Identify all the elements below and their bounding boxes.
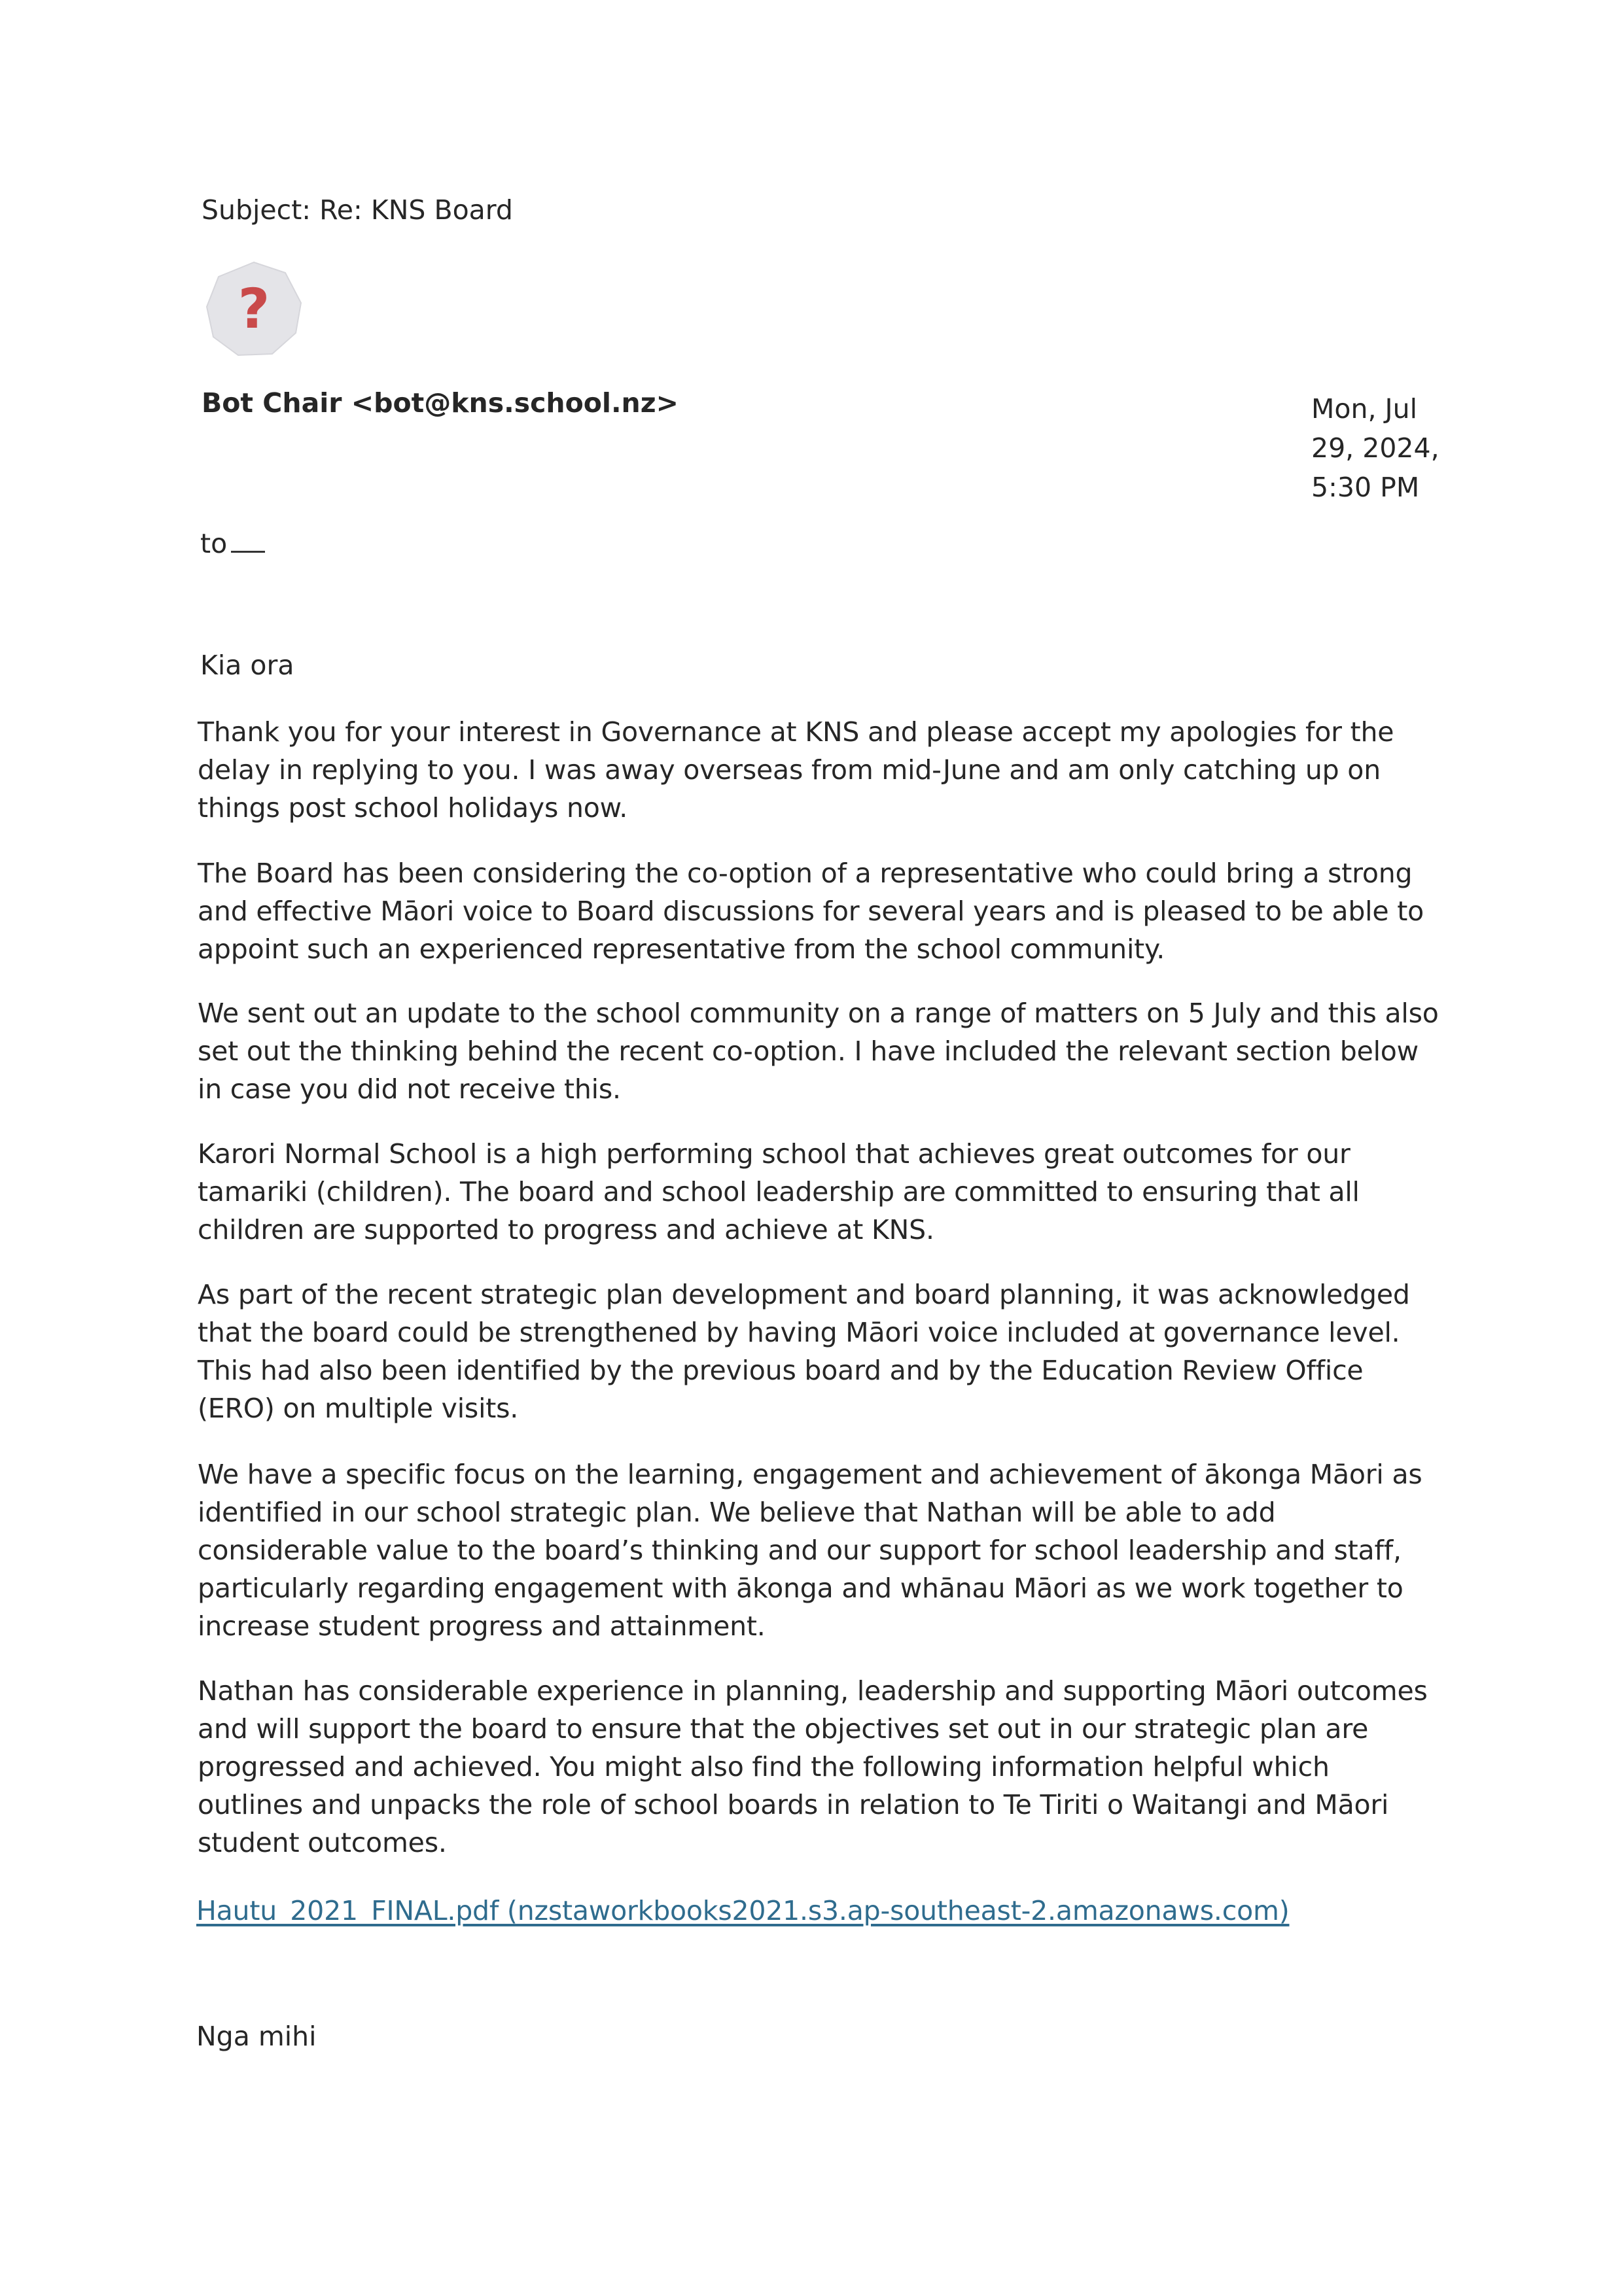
email-date-line: Mon, Jul [1311, 393, 1417, 425]
email-subject: Subject: Re: KNS Board [202, 194, 513, 226]
sender-avatar[interactable] [204, 260, 304, 359]
recipient-line[interactable] [200, 525, 265, 563]
signoff: Nga mihi [196, 2021, 317, 2052]
body-paragraph: The Board has been considering the co-option of a representative who could bring a strong and effective Māori voice to Board discussions for several years and is pleased to be able to appoint such an experienced representative from the school community. [198, 858, 1424, 965]
body-paragraph: Nathan has considerable experience in planning, leadership and supporting Māori outcomes and will support the board to ensure that the objectives set out in our strategic plan are progressed and achieved. You might also find the following information helpful which outlines and unpacks the role of school boards in relation to Te Tiriti o Waitangi and Māori student outcomes. [198, 1675, 1428, 1858]
email-date-line: 5:30 PM [1311, 472, 1420, 503]
redacted-recipient [231, 531, 265, 553]
body-paragraph: Thank you for your interest in Governance at KNS and please accept my apologies for the delay in replying to you. I was away overseas from mid-June and am only catching up on things post school holidays now. [198, 716, 1394, 824]
email-date-line: 29, 2024, [1311, 432, 1439, 464]
svg-text:?: ? [238, 277, 270, 341]
hautu-pdf-link[interactable]: Hautu_2021_FINAL.pdf (nzstaworkbooks2021.s3.ap-southeast-2.amazonaws.com) [196, 1895, 1290, 1926]
body-paragraph: Karori Normal School is a high performing school that achieves great outcomes for our tamariki (children). The board and school leadership are committed to ensuring that all children are supported to progress and achieve at KNS. [198, 1138, 1360, 1245]
question-mark-icon [204, 260, 304, 359]
recipient-label: to [200, 528, 228, 559]
greeting: Kia ora [200, 650, 294, 681]
sender-name[interactable]: Bot Chair <bot@kns.school.nz> [202, 387, 679, 419]
email-date [1311, 389, 1442, 507]
body-paragraph: We sent out an update to the school community on a range of matters on 5 July and this also set out the thinking behind the recent co-option. I have included the relevant section below in case you did not receive this. [198, 998, 1439, 1105]
body-paragraph: We have a specific focus on the learning, engagement and achievement of ākonga Māori as identified in our school strategic plan. We believe that Nathan will be able to add considerable value to the board’s thinking and our support for school leadership and staff, particularly regarding engagement with ākonga and whānau Māori as we work together to increase student progress and attainment. [198, 1459, 1422, 1642]
body-paragraph: As part of the recent strategic plan development and board planning, it was acknowledged that the board could be strengthened by having Māori voice included at governance level. This had also been identified by the previous board and by the Education Review Office (ERO) on multiple visits. [198, 1279, 1410, 1424]
